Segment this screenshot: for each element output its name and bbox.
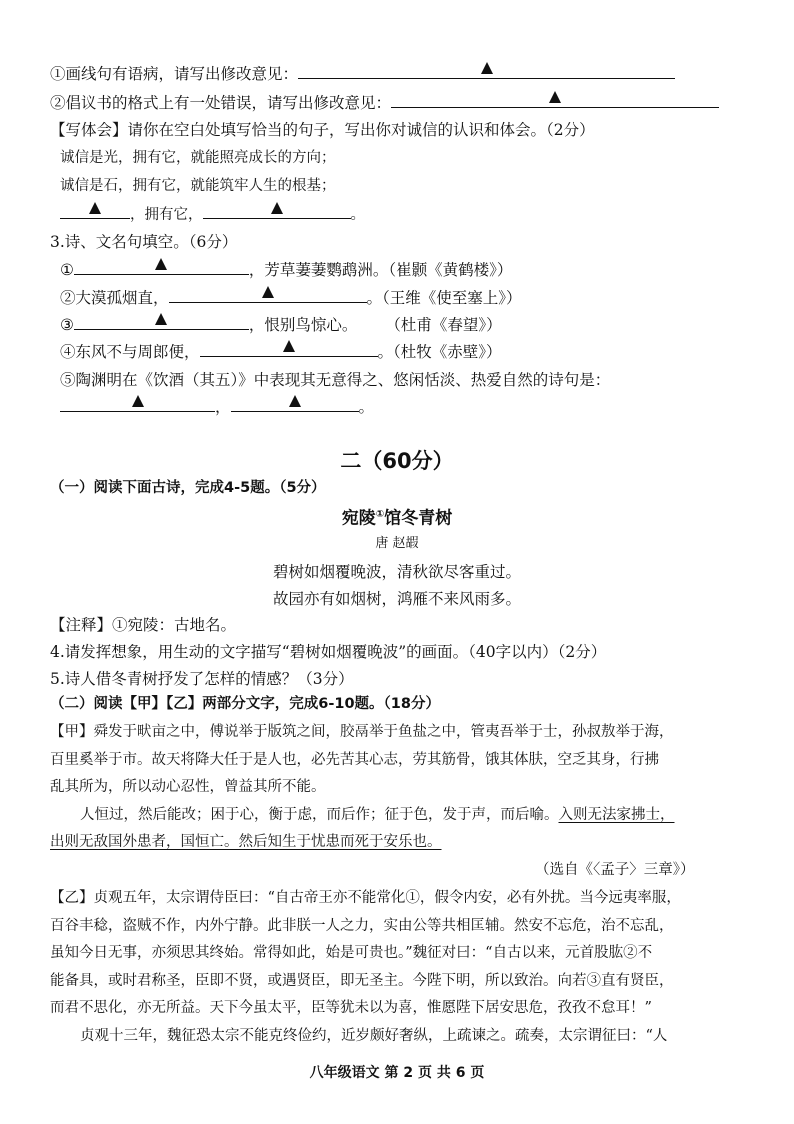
yi-line-5: 而君不思化，亦无所益。天下今虽太平，臣等犹未以为喜，惟愿陛下居安思危，孜孜不怠耳！”: [50, 1000, 652, 1016]
answer-blank[interactable]: [74, 315, 249, 330]
answer-blank[interactable]: [60, 204, 130, 219]
triangle-marker-icon: [89, 202, 101, 214]
jia-paragraph-1-line-3: 乱其所为，所以动心忍性，曾益其所不能。: [50, 779, 326, 795]
yi-line-3: 虽知今日无事，亦须思其终始。常得如此，始是可贵也。”魏征对曰：“自古以来，元首股肱②不: [50, 945, 653, 961]
revise-question-1: ①画线句有语病，请写出修改意见：: [50, 64, 675, 84]
triangle-marker-icon: [155, 313, 167, 325]
yi-line-2: 百谷丰稔，盗贼不作，内外宁静。此非朕一人之力，实由公等共相匡辅。然安不忘危，治不忘乱，: [50, 918, 674, 934]
answer-blank[interactable]: [200, 342, 378, 357]
q3-item-4: ④东风不与周郎便， 。（杜牧《赤壁》）: [60, 342, 502, 362]
q3-title: 3.诗、文名句填空。（6分）: [50, 233, 238, 251]
q3-item-1: ① ，芳草萋萋鹦鹉洲。（崔颢《黄鹤楼》）: [60, 260, 512, 280]
triangle-marker-icon: [549, 91, 561, 103]
underlined-sentence: 出则无敌国外患者，国恒亡。: [50, 834, 239, 850]
triangle-marker-icon: [283, 340, 295, 352]
answer-blank[interactable]: [74, 260, 249, 275]
underlined-sentence: 入则无法家拂士，: [558, 807, 675, 823]
q3-item-2: ②大漠孤烟直， 。（王维《使至塞上》）: [60, 288, 522, 308]
xietihui-line-2: 诚信是石，拥有它，就能筑牢人生的根基；: [60, 178, 336, 194]
yi-line-6: 贞观十三年，魏征恐太宗不能克终俭约，近岁颇好奢纵，上疏谏之。疏奏，太宗谓征曰：“人: [80, 1028, 668, 1044]
q3-item-3: ③ ，恨别鸟惊心。 （杜甫《春望》）: [60, 315, 502, 335]
answer-blank[interactable]: [169, 288, 367, 303]
jia-paragraph-1-line-2: 百里奚举于市。故天将降大任于是人也，必先苦其心志，劳其筋骨，饿其体肤，空乏其身，行拂: [50, 752, 659, 768]
xietihui-line-3: ，拥有它， 。: [60, 204, 365, 225]
triangle-marker-icon: [271, 202, 283, 214]
poem-author: 唐 赵嘏: [375, 536, 419, 551]
xietihui-prompt: 【写体会】请你在空白处填写恰当的句子，写出你对诚信的认识和体会。（2分）: [50, 121, 595, 139]
underlined-sentence: 然后知生于忧患而死于安乐也。: [238, 834, 442, 850]
poem-line-2: 故园亦有如烟树，鸿雁不来风雨多。: [272, 590, 521, 608]
revise-question-2: ②倡议书的格式上有一处错误，请写出修改意见：: [50, 93, 719, 113]
question-5: 5.诗人借冬青树抒发了怎样的情感？（3分）: [50, 670, 354, 688]
page-footer: 八年级语文 第 2 页 共 6 页: [309, 1065, 485, 1081]
jia-paragraph-2-line-2: [50, 832, 442, 852]
triangle-marker-icon: [132, 395, 144, 407]
answer-blank[interactable]: [231, 397, 359, 412]
yi-line-4: 能备具，或时君称圣，臣即不贤，或遇贤臣，即无圣主。今陛下明，所以致治。向若③直有贤臣，: [50, 973, 674, 989]
jia-paragraph-2-line-1: 人恒过，然后能改；困于心，衡于虑，而后作；征于色，发于声，而后喻。入则无法家拂士，: [80, 807, 675, 823]
poem-note: 【注释】①宛陵：古地名。: [50, 616, 237, 634]
jia-source: （选自《〈孟子〉三章》）: [535, 862, 695, 878]
jia-paragraph-1-line-1: 【甲】舜发于畎亩之中，傅说举于版筑之间，胶鬲举于鱼盐之中，管夷吾举于士，孙叔敖举于海，: [50, 724, 674, 740]
answer-blank[interactable]: [391, 93, 719, 108]
triangle-marker-icon: [155, 258, 167, 270]
answer-blank[interactable]: [298, 64, 675, 79]
q3-item-5: ⑤陶渊明在《饮酒（其五）》中表现其无意得之、悠闲恬淡、热爱自然的诗句是：: [60, 371, 611, 389]
triangle-marker-icon: [289, 395, 301, 407]
answer-blank[interactable]: [203, 204, 351, 219]
poem-line-1: 碧树如烟覆晚波，清秋欲尽客重过。: [272, 563, 521, 581]
answer-blank[interactable]: [60, 397, 215, 412]
yi-line-1: 【乙】贞观五年，太宗谓侍臣曰：“自古帝王亦不能常化①，假令内安，必有外扰。当今远夷率服，: [50, 890, 681, 906]
xietihui-line-1: 诚信是光，拥有它，就能照亮成长的方向；: [60, 150, 336, 166]
question-4: 4.请发挥想象，用生动的文字描写“碧树如烟覆晚波”的画面。（40字以内）（2分）: [50, 643, 607, 661]
q3-item-5-answers: ， 。: [60, 397, 374, 417]
triangle-marker-icon: [262, 286, 274, 298]
poem-title: 宛陵①馆冬青树: [341, 508, 453, 529]
part-1-instruction: （一）阅读下面古诗，完成4-5题。（5分）: [50, 480, 326, 496]
part-2-instruction: （二）阅读【甲】【乙】两部分文字，完成6-10题。（18分）: [50, 696, 440, 712]
section-heading: 二（60分）: [340, 449, 454, 473]
triangle-marker-icon: [481, 62, 493, 74]
